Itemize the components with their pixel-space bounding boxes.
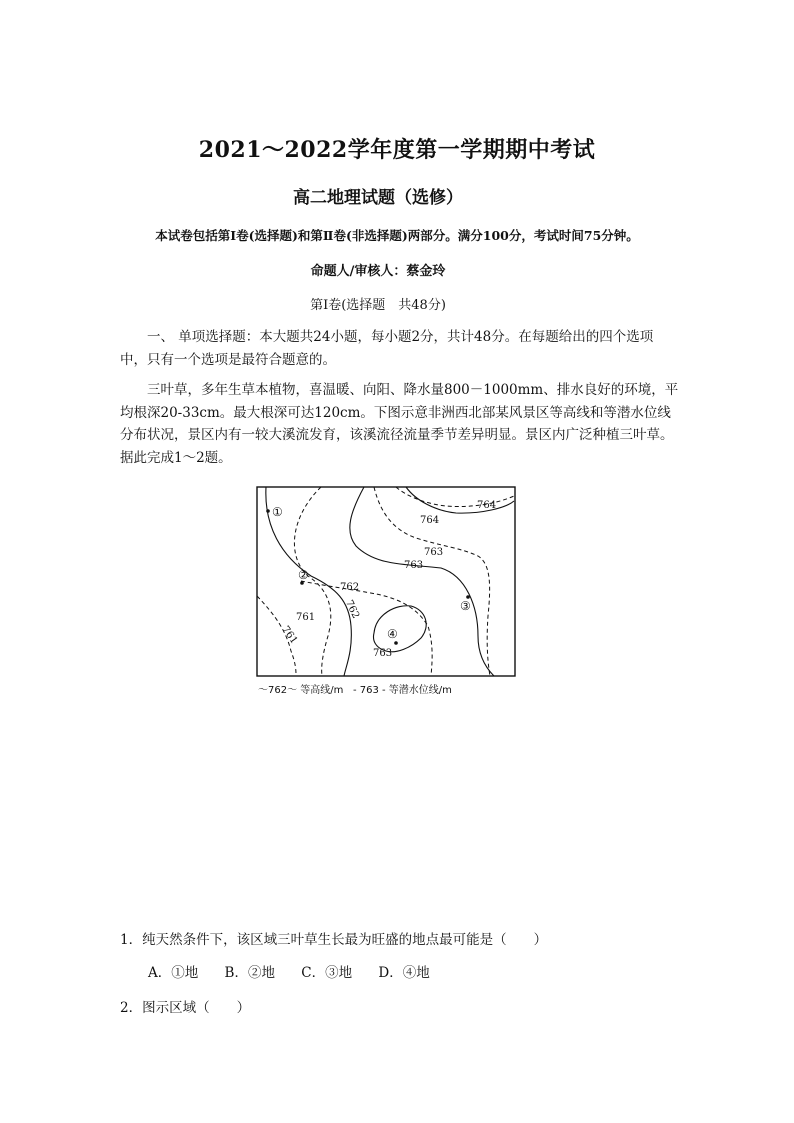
option-b[interactable]: B．②地 xyxy=(224,965,275,981)
water-table-line xyxy=(301,581,432,676)
option-d[interactable]: D．④地 xyxy=(378,965,430,981)
question-1-stem: 1．纯天然条件下，该区域三叶草生长最为旺盛的地点最可能是（ ） xyxy=(120,932,548,948)
exam-intro: 本试卷包括第Ⅰ卷(选择题)和第Ⅱ卷(非选择题)两部分。满分100分，考试时间75分钟。 xyxy=(155,228,639,243)
option-c[interactable]: C．③地 xyxy=(301,965,353,981)
contour-label: 762 xyxy=(340,582,360,593)
contour-line xyxy=(406,487,514,513)
contour-label: 762 xyxy=(343,598,362,621)
point-label: ② xyxy=(298,568,309,582)
point-label: ④ xyxy=(387,627,398,641)
contour-label: 764 xyxy=(477,500,497,511)
legend-contour: ～762～ 等高线/m xyxy=(258,685,344,696)
section-heading: 第Ⅰ卷(选择题 共48分) xyxy=(310,298,446,313)
water-table-line xyxy=(396,487,514,507)
contour-label: 764 xyxy=(420,515,440,526)
contour-line xyxy=(374,606,427,652)
contour-label: 763 xyxy=(373,648,393,659)
contour-label: 763 xyxy=(404,560,424,571)
contour-label: 761 xyxy=(279,624,300,647)
legend-water-table: - 763 - 等潜水位线/m xyxy=(352,685,452,696)
contour-label: 763 xyxy=(424,547,444,558)
instructions-paragraph: 一、 单项选择题：本大题共24小题，每小题2分，共计48分。在每题给出的四个选项中，只有一个选项是最符合题意的。 xyxy=(120,329,654,368)
question-2-stem: 2．图示区域（ ） xyxy=(120,1000,251,1016)
point-label: ③ xyxy=(460,599,471,613)
option-a[interactable]: A．①地 xyxy=(148,965,199,981)
point-label: ① xyxy=(272,505,283,519)
contour-label: 761 xyxy=(296,612,316,623)
exam-author: 命题人/审核人：蔡金玲 xyxy=(310,264,446,279)
passage-paragraph: 三叶草，多年生草本植物，喜温暖、向阳、降水量800－1000mm、排水良好的环境，平均根深20-33cm。最大根深可达120cm。下图示意非洲西北部某风景区等高线和等潜水位线分布状况，景区内有一较大溪流发育，该溪流径流量季节差异明显。景区内广泛种植三叶草。据此完成1～2题。 xyxy=(120,382,679,466)
point-marker xyxy=(394,641,398,645)
map-legend xyxy=(258,681,452,696)
contour-map xyxy=(256,486,516,678)
exam-subtitle: 高二地理试题（选修） xyxy=(293,188,463,208)
point-marker xyxy=(266,509,270,513)
exam-title: 2021～2022学年度第一学期期中考试 xyxy=(198,137,596,163)
question-1-options xyxy=(148,961,452,981)
